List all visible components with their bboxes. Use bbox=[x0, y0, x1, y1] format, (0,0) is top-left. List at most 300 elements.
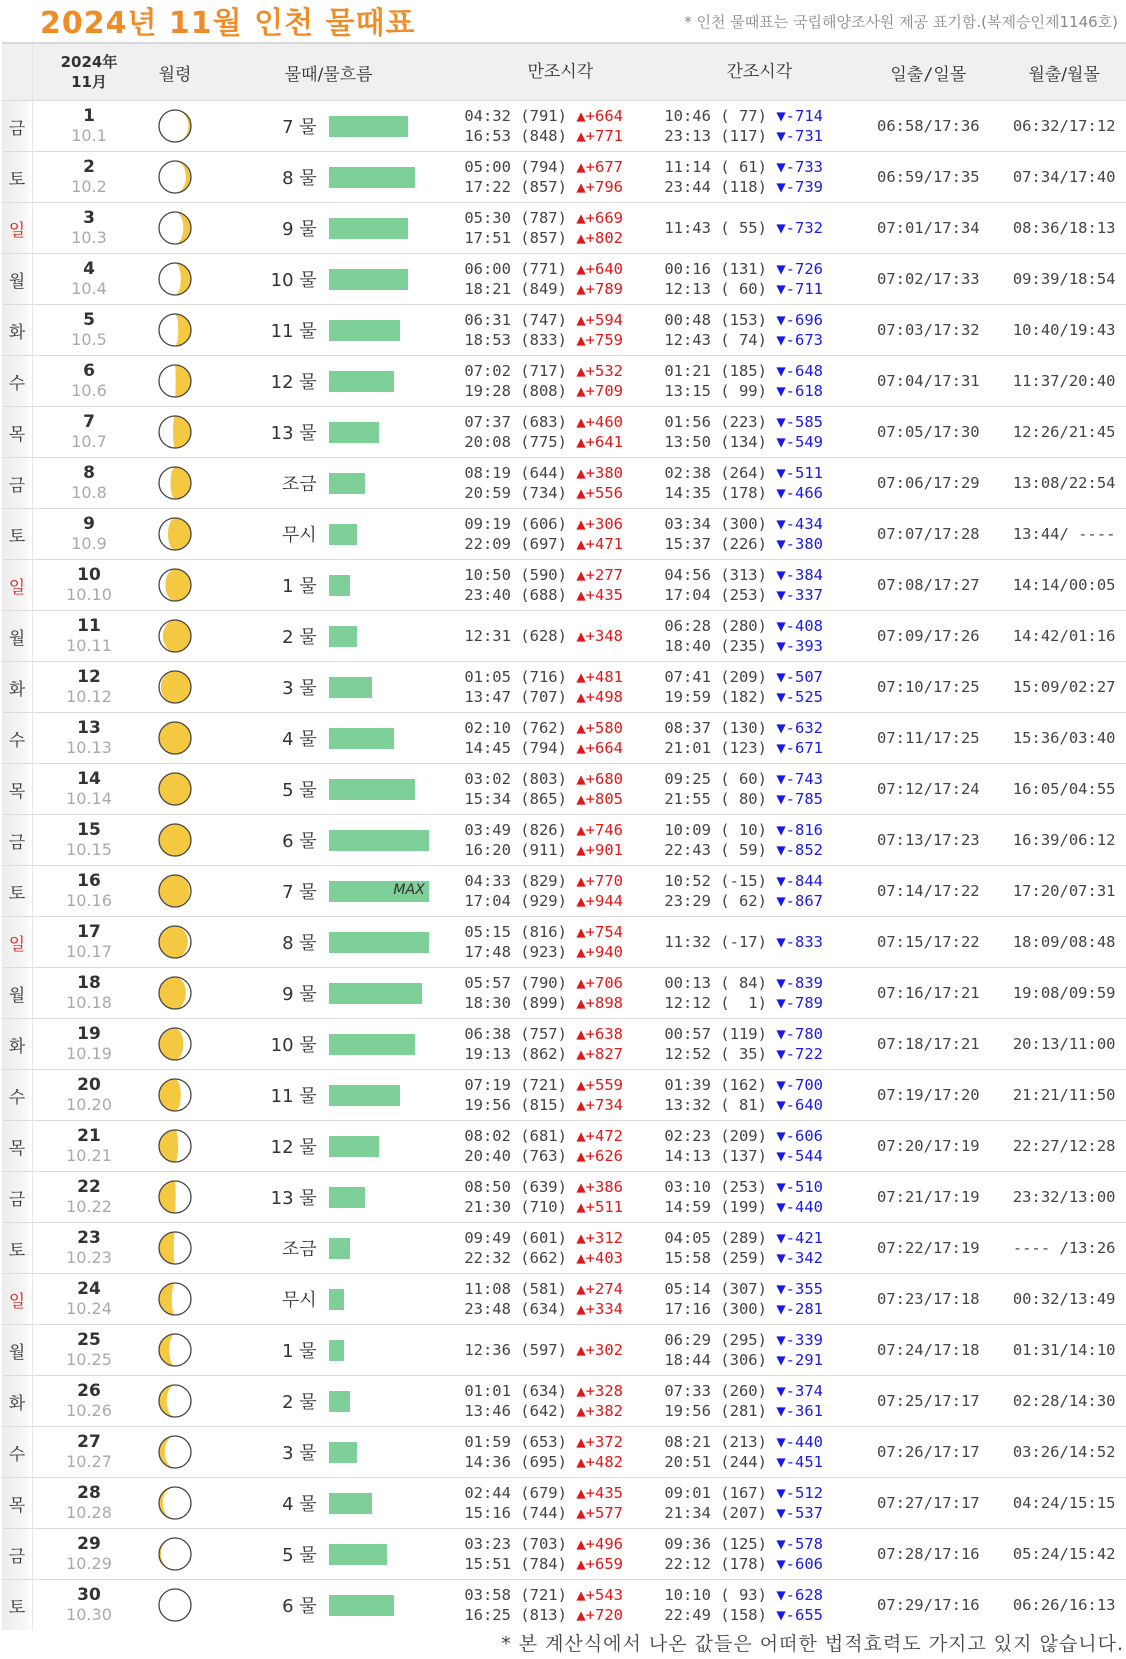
low-tide-time: 22:12 (178) bbox=[664, 1555, 767, 1573]
low-tide-cell bbox=[656, 1376, 854, 1427]
mul-label: 6 물 bbox=[205, 815, 329, 866]
low-tide-cell bbox=[656, 764, 854, 815]
low-tide-entry bbox=[664, 1197, 854, 1217]
low-tide-entry bbox=[664, 1554, 854, 1574]
moon-phase-icon bbox=[156, 974, 194, 1012]
low-tide-diff: -732 bbox=[785, 219, 823, 237]
low-tide-entry bbox=[664, 1381, 854, 1401]
lunar-date: 10.30 bbox=[66, 1605, 112, 1624]
fall-arrow-icon: ▼ bbox=[776, 974, 786, 992]
lunar-date: 10.24 bbox=[66, 1299, 112, 1318]
flow-bar bbox=[329, 1493, 372, 1514]
high-tide-diff: +386 bbox=[585, 1178, 623, 1196]
low-tide-time: 05:14 (307) bbox=[664, 1280, 767, 1298]
low-tide-time: 10:46 ( 77) bbox=[664, 107, 767, 125]
low-tide-entry bbox=[664, 1095, 854, 1115]
high-tide-diff: +802 bbox=[585, 229, 623, 247]
low-tide-time: 01:21 (185) bbox=[664, 362, 767, 380]
rise-arrow-icon: ▲ bbox=[576, 586, 586, 604]
high-tide-entry bbox=[464, 820, 656, 840]
high-tide-time: 16:20 (911) bbox=[464, 841, 567, 859]
low-tide-time: 08:21 (213) bbox=[664, 1433, 767, 1451]
rise-arrow-icon: ▲ bbox=[576, 668, 586, 686]
high-tide-diff: +312 bbox=[585, 1229, 623, 1247]
low-tide-entry bbox=[664, 1452, 854, 1472]
solar-date: 17 bbox=[77, 922, 101, 942]
low-tide-time: 03:34 (300) bbox=[664, 515, 767, 533]
mul-label: 5 물 bbox=[205, 1529, 329, 1580]
low-tide-cell bbox=[656, 662, 854, 713]
table-row bbox=[2, 1223, 1126, 1274]
mul-label: 7 물 bbox=[205, 101, 329, 152]
low-tide-diff: -733 bbox=[785, 158, 823, 176]
flow-bar-cell bbox=[329, 560, 453, 611]
flow-bar-cell bbox=[329, 764, 453, 815]
flow-bar-cell bbox=[329, 101, 453, 152]
weekday-cell: 토 bbox=[2, 1580, 33, 1631]
moonrise-moonset: 15:36/03:40 bbox=[1002, 713, 1126, 764]
rise-arrow-icon: ▲ bbox=[576, 464, 586, 482]
lunar-date: 10.7 bbox=[71, 432, 107, 451]
low-tide-diff: -726 bbox=[785, 260, 823, 278]
high-tide-time: 13:46 (642) bbox=[464, 1402, 567, 1420]
low-tide-time: 22:43 ( 59) bbox=[664, 841, 767, 859]
table-row bbox=[2, 815, 1126, 866]
low-tide-time: 14:13 (137) bbox=[664, 1147, 767, 1165]
low-tide-diff: -867 bbox=[785, 892, 823, 910]
moon-phase-icon bbox=[156, 209, 194, 247]
low-tide-diff: -525 bbox=[785, 688, 823, 706]
high-tide-diff: +805 bbox=[585, 790, 623, 808]
header-high-tide: 만조시각 bbox=[452, 43, 656, 101]
high-tide-entry bbox=[464, 463, 656, 483]
high-tide-diff: +460 bbox=[585, 413, 623, 431]
high-tide-time: 09:19 (606) bbox=[464, 515, 567, 533]
fall-arrow-icon: ▼ bbox=[776, 413, 786, 431]
fall-arrow-icon: ▼ bbox=[776, 1300, 786, 1318]
low-tide-entry bbox=[664, 259, 854, 279]
weekday-cell: 일 bbox=[2, 560, 33, 611]
rise-arrow-icon: ▲ bbox=[576, 1606, 586, 1624]
solar-date: 18 bbox=[77, 973, 101, 993]
flow-bar bbox=[329, 371, 394, 392]
low-tide-time: 15:58 (259) bbox=[664, 1249, 767, 1267]
date-cell bbox=[33, 1070, 146, 1121]
moonrise-moonset: 14:42/01:16 bbox=[1002, 611, 1126, 662]
moon-phase-cell bbox=[145, 917, 205, 968]
rise-arrow-icon: ▲ bbox=[576, 994, 586, 1012]
low-tide-diff: -510 bbox=[785, 1178, 823, 1196]
low-tide-diff: -844 bbox=[785, 872, 823, 890]
table-row bbox=[2, 1580, 1126, 1631]
header-moon-age: 월령 bbox=[145, 43, 205, 101]
date-cell bbox=[33, 1223, 146, 1274]
high-tide-cell bbox=[452, 815, 656, 866]
fall-arrow-icon: ▼ bbox=[776, 260, 786, 278]
solar-date: 2 bbox=[83, 157, 95, 177]
high-tide-entry bbox=[464, 412, 656, 432]
fall-arrow-icon: ▼ bbox=[776, 1453, 786, 1471]
rise-arrow-icon: ▲ bbox=[576, 433, 586, 451]
flow-bar-cell bbox=[329, 152, 453, 203]
rise-arrow-icon: ▲ bbox=[576, 1096, 586, 1114]
date-cell bbox=[33, 1274, 146, 1325]
low-tide-entry bbox=[664, 1044, 854, 1064]
high-tide-cell bbox=[452, 305, 656, 356]
low-tide-time: 00:57 (119) bbox=[664, 1025, 767, 1043]
high-tide-entry bbox=[464, 1554, 656, 1574]
table-row bbox=[2, 254, 1126, 305]
sunrise-sunset: 07:15/17:22 bbox=[854, 917, 1002, 968]
sunrise-sunset: 07:03/17:32 bbox=[854, 305, 1002, 356]
moon-phase-cell bbox=[145, 152, 205, 203]
high-tide-diff: +706 bbox=[585, 974, 623, 992]
high-tide-diff: +638 bbox=[585, 1025, 623, 1043]
moonrise-moonset: 01:31/14:10 bbox=[1002, 1325, 1126, 1376]
low-tide-diff: -606 bbox=[785, 1555, 823, 1573]
header-mul: 물때/물흐름 bbox=[205, 43, 452, 101]
fall-arrow-icon: ▼ bbox=[776, 311, 786, 329]
high-tide-entry bbox=[464, 1177, 656, 1197]
high-tide-entry bbox=[464, 626, 656, 646]
high-tide-entry bbox=[464, 891, 656, 911]
low-tide-entry bbox=[664, 1401, 854, 1421]
low-tide-time: 15:37 (226) bbox=[664, 535, 767, 553]
moon-phase-cell bbox=[145, 407, 205, 458]
high-tide-time: 19:28 (808) bbox=[464, 382, 567, 400]
moonrise-moonset: 23:32/13:00 bbox=[1002, 1172, 1126, 1223]
solar-date: 22 bbox=[77, 1177, 101, 1197]
sunrise-sunset: 06:58/17:36 bbox=[854, 101, 1002, 152]
date-cell bbox=[33, 203, 146, 254]
high-tide-cell bbox=[452, 1427, 656, 1478]
weekday-cell: 금 bbox=[2, 1529, 33, 1580]
low-tide-cell bbox=[656, 407, 854, 458]
table-row bbox=[2, 305, 1126, 356]
high-tide-time: 07:37 (683) bbox=[464, 413, 567, 431]
fall-arrow-icon: ▼ bbox=[776, 464, 786, 482]
fall-arrow-icon: ▼ bbox=[776, 1504, 786, 1522]
sunrise-sunset: 07:05/17:30 bbox=[854, 407, 1002, 458]
mul-label: 2 물 bbox=[205, 611, 329, 662]
weekday-cell: 토 bbox=[2, 509, 33, 560]
high-tide-time: 05:00 (794) bbox=[464, 158, 567, 176]
low-tide-entry bbox=[664, 820, 854, 840]
flow-bar bbox=[329, 422, 379, 443]
flow-bar-cell bbox=[329, 458, 453, 509]
low-tide-time: 21:55 ( 80) bbox=[664, 790, 767, 808]
flow-bar-cell bbox=[329, 815, 453, 866]
high-tide-cell bbox=[452, 560, 656, 611]
low-tide-time: 17:04 (253) bbox=[664, 586, 767, 604]
header-weekday bbox=[2, 43, 33, 101]
flow-bar-cell bbox=[329, 1172, 453, 1223]
low-tide-time: 00:13 ( 84) bbox=[664, 974, 767, 992]
high-tide-time: 22:09 (697) bbox=[464, 535, 567, 553]
solar-date: 11 bbox=[77, 616, 101, 636]
solar-date: 26 bbox=[77, 1381, 101, 1401]
high-tide-time: 20:08 (775) bbox=[464, 433, 567, 451]
rise-arrow-icon: ▲ bbox=[576, 841, 586, 859]
flow-bar bbox=[329, 524, 357, 545]
low-tide-time: 11:43 ( 55) bbox=[664, 219, 767, 237]
low-tide-entry bbox=[664, 177, 854, 197]
rise-arrow-icon: ▲ bbox=[576, 1535, 586, 1553]
low-tide-diff: -628 bbox=[785, 1586, 823, 1604]
date-cell bbox=[33, 305, 146, 356]
high-tide-cell bbox=[452, 1274, 656, 1325]
moon-phase-cell bbox=[145, 1121, 205, 1172]
low-tide-entry bbox=[664, 1279, 854, 1299]
high-tide-time: 05:57 (790) bbox=[464, 974, 567, 992]
rise-arrow-icon: ▲ bbox=[576, 566, 586, 584]
low-tide-time: 11:14 ( 61) bbox=[664, 158, 767, 176]
flow-bar-cell bbox=[329, 1325, 453, 1376]
flow-bar-cell bbox=[329, 509, 453, 560]
high-tide-cell bbox=[452, 662, 656, 713]
rise-arrow-icon: ▲ bbox=[576, 1504, 586, 1522]
fall-arrow-icon: ▼ bbox=[776, 739, 786, 757]
solar-date: 5 bbox=[83, 310, 95, 330]
high-tide-diff: +827 bbox=[585, 1045, 623, 1063]
flow-bar-cell bbox=[329, 1223, 453, 1274]
mul-label: 9 물 bbox=[205, 968, 329, 1019]
flow-bar bbox=[329, 1442, 357, 1463]
fall-arrow-icon: ▼ bbox=[776, 1382, 786, 1400]
date-cell bbox=[33, 611, 146, 662]
lunar-date: 10.25 bbox=[66, 1350, 112, 1369]
date-cell bbox=[33, 764, 146, 815]
moon-phase-cell bbox=[145, 1478, 205, 1529]
date-cell bbox=[33, 356, 146, 407]
date-cell bbox=[33, 713, 146, 764]
flow-bar-cell bbox=[329, 1427, 453, 1478]
low-tide-cell bbox=[656, 611, 854, 662]
high-tide-time: 15:51 (784) bbox=[464, 1555, 567, 1573]
low-tide-entry bbox=[664, 718, 854, 738]
moon-phase-cell bbox=[145, 968, 205, 1019]
fall-arrow-icon: ▼ bbox=[776, 790, 786, 808]
low-tide-entry bbox=[664, 769, 854, 789]
rise-arrow-icon: ▲ bbox=[576, 1433, 586, 1451]
date-cell bbox=[33, 458, 146, 509]
fall-arrow-icon: ▼ bbox=[776, 433, 786, 451]
high-tide-entry bbox=[464, 1126, 656, 1146]
sunrise-sunset: 07:02/17:33 bbox=[854, 254, 1002, 305]
low-tide-time: 18:44 (306) bbox=[664, 1351, 767, 1369]
mul-label: 4 물 bbox=[205, 713, 329, 764]
low-tide-entry bbox=[664, 973, 854, 993]
rise-arrow-icon: ▲ bbox=[576, 821, 586, 839]
rise-arrow-icon: ▲ bbox=[576, 872, 586, 890]
high-tide-cell bbox=[452, 968, 656, 1019]
fall-arrow-icon: ▼ bbox=[776, 484, 786, 502]
mul-label: 10 물 bbox=[205, 1019, 329, 1070]
fall-arrow-icon: ▼ bbox=[776, 1096, 786, 1114]
high-tide-entry bbox=[464, 769, 656, 789]
flow-bar bbox=[329, 1034, 415, 1055]
low-tide-cell bbox=[656, 1325, 854, 1376]
low-tide-time: 01:39 (162) bbox=[664, 1076, 767, 1094]
low-tide-time: 20:51 (244) bbox=[664, 1453, 767, 1471]
flow-bar bbox=[329, 116, 408, 137]
high-tide-entry bbox=[464, 432, 656, 452]
flow-bar-cell bbox=[329, 968, 453, 1019]
high-tide-entry bbox=[464, 1605, 656, 1625]
high-tide-diff: +664 bbox=[585, 107, 623, 125]
lunar-date: 10.17 bbox=[66, 942, 112, 961]
low-tide-diff: -632 bbox=[785, 719, 823, 737]
solar-date: 9 bbox=[83, 514, 95, 534]
high-tide-time: 18:53 (833) bbox=[464, 331, 567, 349]
low-tide-entry bbox=[664, 483, 854, 503]
sunrise-sunset: 07:08/17:27 bbox=[854, 560, 1002, 611]
weekday-cell: 월 bbox=[2, 1325, 33, 1376]
moon-phase-icon bbox=[156, 362, 194, 400]
sunrise-sunset: 07:27/17:17 bbox=[854, 1478, 1002, 1529]
flow-bar bbox=[329, 728, 394, 749]
low-tide-diff: -440 bbox=[785, 1198, 823, 1216]
sunrise-sunset: 07:06/17:29 bbox=[854, 458, 1002, 509]
mul-label: 1 물 bbox=[205, 560, 329, 611]
low-tide-entry bbox=[664, 932, 854, 952]
fall-arrow-icon: ▼ bbox=[776, 933, 786, 951]
low-tide-diff: -648 bbox=[785, 362, 823, 380]
fall-arrow-icon: ▼ bbox=[776, 1351, 786, 1369]
high-tide-cell bbox=[452, 1172, 656, 1223]
moon-phase-cell bbox=[145, 305, 205, 356]
high-tide-diff: +334 bbox=[585, 1300, 623, 1318]
moonrise-moonset: 19:08/09:59 bbox=[1002, 968, 1126, 1019]
low-tide-cell bbox=[656, 968, 854, 1019]
table-row bbox=[2, 1325, 1126, 1376]
high-tide-diff: +720 bbox=[585, 1606, 623, 1624]
sunrise-sunset: 07:07/17:28 bbox=[854, 509, 1002, 560]
sunrise-sunset: 07:24/17:18 bbox=[854, 1325, 1002, 1376]
high-tide-entry bbox=[464, 922, 656, 942]
solar-date: 16 bbox=[77, 871, 101, 891]
mul-label: 무시 bbox=[205, 509, 329, 560]
low-tide-entry bbox=[664, 330, 854, 350]
moon-phase-icon bbox=[156, 1025, 194, 1063]
flow-bar bbox=[329, 932, 429, 953]
low-tide-cell bbox=[656, 1478, 854, 1529]
mul-label: 3 물 bbox=[205, 1427, 329, 1478]
sunrise-sunset: 07:29/17:16 bbox=[854, 1580, 1002, 1631]
weekday-cell: 화 bbox=[2, 1376, 33, 1427]
low-tide-entry bbox=[664, 1534, 854, 1554]
lunar-date: 10.8 bbox=[71, 483, 107, 502]
low-tide-entry bbox=[664, 1483, 854, 1503]
high-tide-time: 03:58 (721) bbox=[464, 1586, 567, 1604]
moon-phase-cell bbox=[145, 1427, 205, 1478]
high-tide-time: 18:30 (899) bbox=[464, 994, 567, 1012]
date-cell bbox=[33, 1325, 146, 1376]
low-tide-time: 07:33 (260) bbox=[664, 1382, 767, 1400]
rise-arrow-icon: ▲ bbox=[576, 1178, 586, 1196]
low-tide-time: 22:49 (158) bbox=[664, 1606, 767, 1624]
low-tide-time: 17:16 (300) bbox=[664, 1300, 767, 1318]
high-tide-entry bbox=[464, 208, 656, 228]
fall-arrow-icon: ▼ bbox=[776, 566, 786, 584]
high-tide-time: 03:02 (803) bbox=[464, 770, 567, 788]
lunar-date: 10.26 bbox=[66, 1401, 112, 1420]
flow-bar bbox=[329, 575, 350, 596]
sunrise-sunset: 07:28/17:16 bbox=[854, 1529, 1002, 1580]
weekday-cell: 금 bbox=[2, 101, 33, 152]
high-tide-time: 03:49 (826) bbox=[464, 821, 567, 839]
high-tide-diff: +759 bbox=[585, 331, 623, 349]
low-tide-cell bbox=[656, 509, 854, 560]
sunrise-sunset: 07:25/17:17 bbox=[854, 1376, 1002, 1427]
rise-arrow-icon: ▲ bbox=[576, 892, 586, 910]
fall-arrow-icon: ▼ bbox=[776, 1076, 786, 1094]
rise-arrow-icon: ▲ bbox=[576, 1229, 586, 1247]
high-tide-time: 01:05 (716) bbox=[464, 668, 567, 686]
high-tide-time: 21:30 (710) bbox=[464, 1198, 567, 1216]
low-tide-cell bbox=[656, 1580, 854, 1631]
rise-arrow-icon: ▲ bbox=[576, 923, 586, 941]
low-tide-time: 03:10 (253) bbox=[664, 1178, 767, 1196]
low-tide-diff: -337 bbox=[785, 586, 823, 604]
high-tide-entry bbox=[464, 381, 656, 401]
moonrise-moonset: 02:28/14:30 bbox=[1002, 1376, 1126, 1427]
table-row bbox=[2, 1121, 1126, 1172]
high-tide-entry bbox=[464, 361, 656, 381]
moonrise-moonset: 06:32/17:12 bbox=[1002, 101, 1126, 152]
low-tide-entry bbox=[664, 218, 854, 238]
fall-arrow-icon: ▼ bbox=[776, 1555, 786, 1573]
flow-bar-cell bbox=[329, 305, 453, 356]
flow-bar-cell bbox=[329, 203, 453, 254]
low-tide-time: 09:01 (167) bbox=[664, 1484, 767, 1502]
high-tide-entry bbox=[464, 228, 656, 248]
date-cell bbox=[33, 1376, 146, 1427]
high-tide-entry bbox=[464, 177, 656, 197]
date-cell bbox=[33, 1172, 146, 1223]
date-cell bbox=[33, 1529, 146, 1580]
lunar-date: 10.2 bbox=[71, 177, 107, 196]
moonrise-moonset: 18:09/08:48 bbox=[1002, 917, 1126, 968]
moon-phase-cell bbox=[145, 764, 205, 815]
high-tide-diff: +556 bbox=[585, 484, 623, 502]
date-cell bbox=[33, 662, 146, 713]
high-tide-entry bbox=[464, 514, 656, 534]
low-tide-time: 23:44 (118) bbox=[664, 178, 767, 196]
moon-phase-icon bbox=[156, 1535, 194, 1573]
flow-bar-cell bbox=[329, 662, 453, 713]
rise-arrow-icon: ▲ bbox=[576, 362, 586, 380]
low-tide-time: 10:52 (-15) bbox=[664, 872, 767, 890]
high-tide-diff: +511 bbox=[585, 1198, 623, 1216]
high-tide-time: 19:56 (815) bbox=[464, 1096, 567, 1114]
low-tide-diff: -393 bbox=[785, 637, 823, 655]
weekday-cell: 월 bbox=[2, 611, 33, 662]
flow-bar bbox=[329, 983, 422, 1004]
low-tide-cell bbox=[656, 1427, 854, 1478]
moon-phase-cell bbox=[145, 1019, 205, 1070]
table-row bbox=[2, 152, 1126, 203]
low-tide-cell bbox=[656, 815, 854, 866]
fall-arrow-icon: ▼ bbox=[776, 1045, 786, 1063]
low-tide-time: 14:59 (199) bbox=[664, 1198, 767, 1216]
lunar-date: 10.11 bbox=[66, 636, 112, 655]
weekday-cell: 수 bbox=[2, 356, 33, 407]
rise-arrow-icon: ▲ bbox=[576, 1484, 586, 1502]
low-tide-time: 06:29 (295) bbox=[664, 1331, 767, 1349]
low-tide-time: 13:32 ( 81) bbox=[664, 1096, 767, 1114]
low-tide-entry bbox=[664, 1228, 854, 1248]
